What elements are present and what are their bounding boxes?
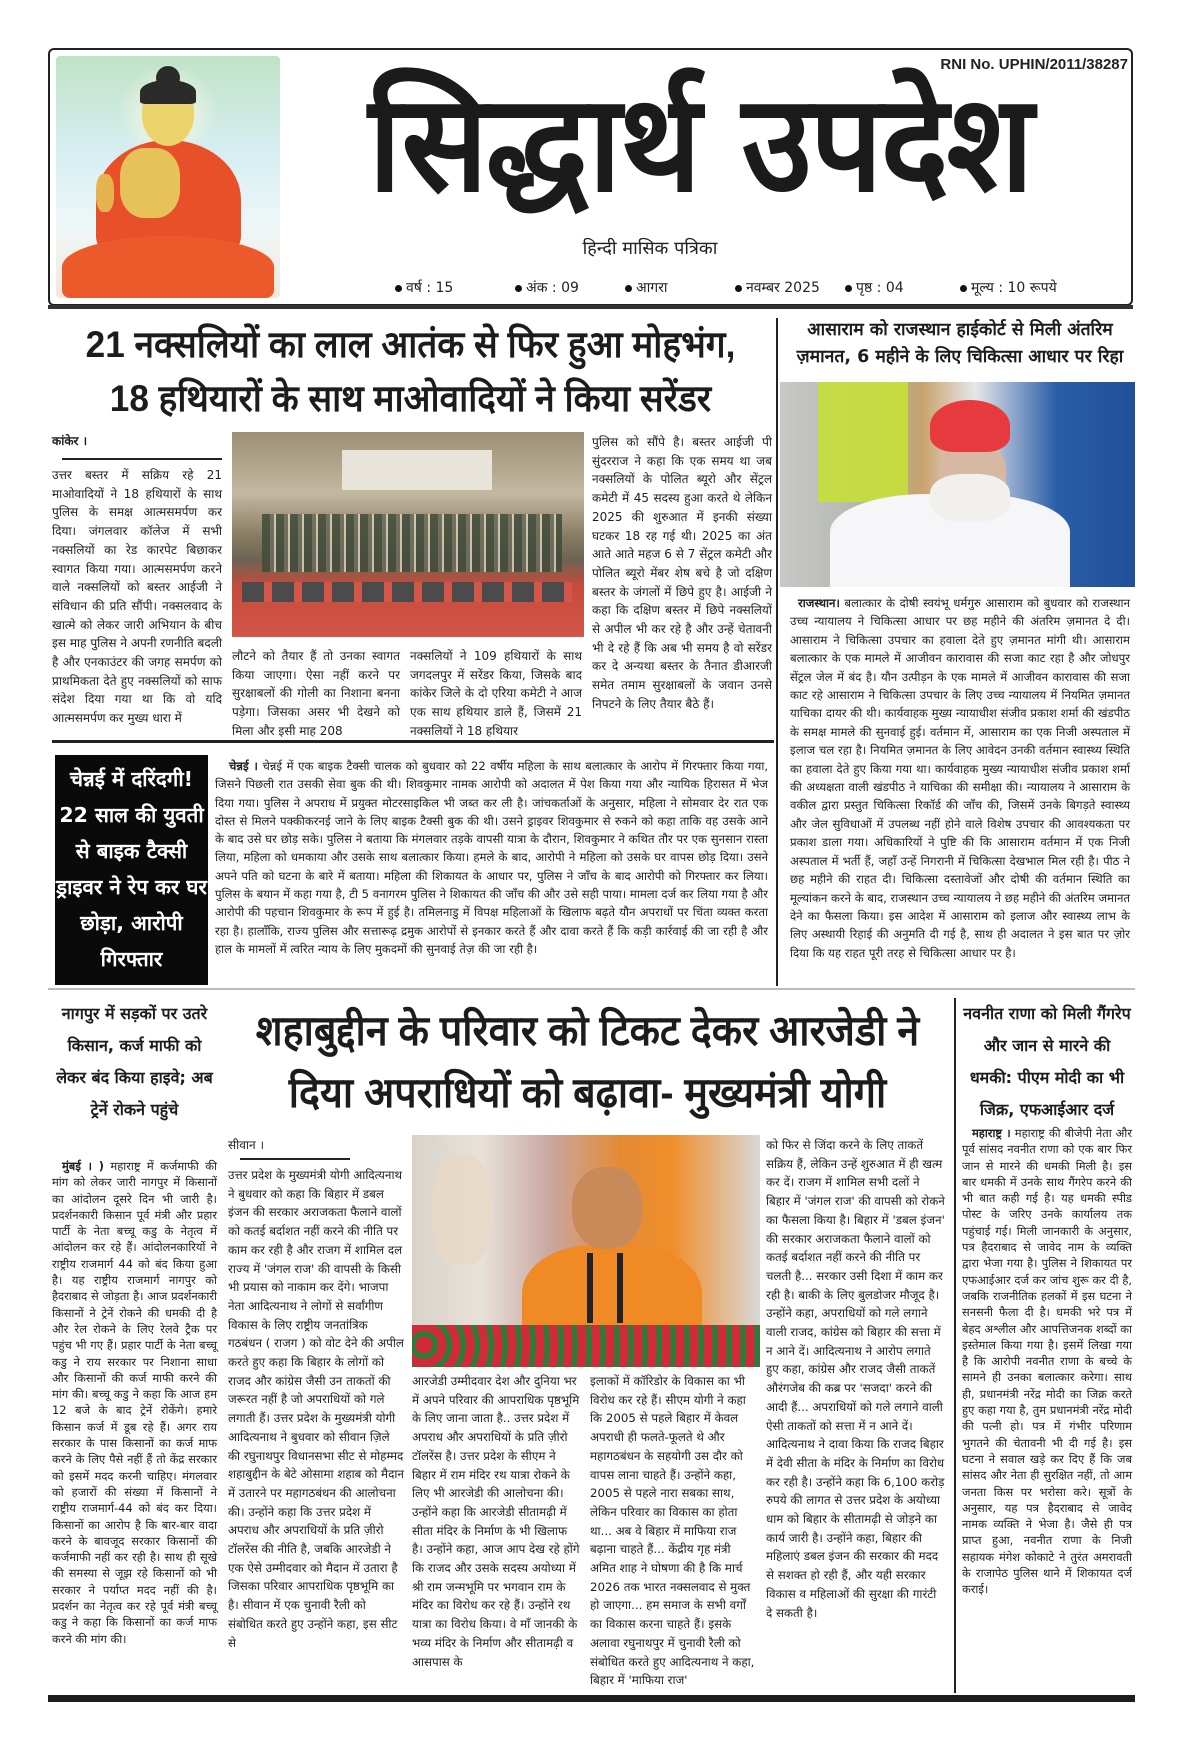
meta-price: मूल्य : 10 रूपये xyxy=(960,278,1057,297)
meta-city: आगरा xyxy=(625,278,668,297)
yogi-rally-photo xyxy=(412,1135,760,1367)
asaram-photo xyxy=(780,382,1135,587)
section-divider xyxy=(52,740,774,743)
chennai-body: चेन्नई । चेन्नई में एक बाइक टैक्सी चालक को बुधवार को 22 वर्षीय महिला के साथ बलात्कार के आरोप में गिरफ्तार किया गया, जिसने पिछली रात उसकी सेवा बुक की थी। शिवकुमार नामक आरोपी को अदालत में पेश किया गया और न्यायिक हिरासत में भेज दिया गया। पुलिस ने अपराध में प्रयुक्त मोटरसाइकिल भी जब्त कर ली है। जांचकर्ताओं के अनुसार, महिला ने सोमवार देर रात एक दोस्त से मिलने पक्कीकरनई जाने के लिए बाइक टैक्सी बुक की थी। उसने ड्राइवर शिवकुमार से रुकने को कहा ताकि वह उसके आने के बाद उसे घर छोड़ सके। पुलिस ने बताया कि मंगलवार तड़के वापसी यात्रा के दौरान, शिवकुमार ने कथित तौर पर एक सुनसान रास्ता लिया, महिला को धमकाया और उसके साथ बलात्कार किया। हमले के बाद, आरोपी ने महिला को उसके घर वापस छोड़ दिया। उसने अपने पति को घटना के बारे में बताया। महिला की शिकायत के आधार पर, पुलिस ने जाँच के बाद आरोपी को गिरफ्तार कर लिया। पुलिस के बयान में कहा गया है, टी 5 वनागरम पुलिस ने शिकायत की जाँच की और उसे सही पाया। मामला दर्ज कर लिया गया है और आरोपी की पहचान शिवकुमार के रूप में हुई है। तमिलनाडु में विपक्ष महिलाओं के खिलाफ बढ़ते यौन अपराधों पर चिंता व्यक्त करता रहा है। हालाँकि, राज्य पुलिस और सत्तारूढ़ द्रमुक आरोपों से इनकार करते हैं और दावा करते हैं कि कड़ी कार्रवाई की जा रही है और हाल के मामलों में त्वरित न्याय के लिए मुकदमों की सुनवाई तेज़ की जा रही है। xyxy=(215,759,769,956)
yogi-headline: शहाबुद्दीन के परिवार को टिकट देकर आरजेडी ने दिया अपराधियों को बढ़ावा- मुख्यमंत्री योगी xyxy=(255,1007,920,1116)
yogi-dateline: सीवान । xyxy=(228,1138,265,1152)
bullet-icon xyxy=(515,285,522,292)
dateline-underline xyxy=(240,1158,350,1160)
yogi-col-4: को फिर से जिंदा करने के लिए ताकतें सक्रिय हैं, लेकिन उन्हें शुरुआत में ही खत्म कर दें। राजग में शामिल सभी दलों ने बिहार में 'जंगल राज' की वापसी को रोकने का फैसला किया है। बिहार में 'डबल इंजन' की सरकार अराजकता फैलाने वालों को कतई बर्दाशत नहीं करने की नीति पर चलती है... सरकार उसी दिशा में काम कर रही है। बाकी के लिए बुलडोजर मौजूद है। उन्होंने कहा, अपराधियों को गले लगाने वाली राजद, कांग्रेस को बिहार की सत्ता में न आने दें। आदित्यनाथ ने आरोप लगाते हुए कहा, कांग्रेस और राजद जैसी ताकतें औरंगजेब की कब्र पर 'सजदा' करने की आदी हैं... अपराधियों को गले लगाने वाली ऐसी ताकतों को सत्ता में न आने दें। आदित्यनाथ ने दावा किया कि राजद बिहार में देवी सीता के मंदिर के निर्माण का विरोध कर रही है। उन्होंने कहा कि 6,100 करोड़ रुपये की लागत से उत्तर प्रदेश के अयोध्या धाम को बिहार के सीतामढ़ी से जोड़ने का कार्य जारी है। उन्होंने कहा, बिहार की महिलाएं डबल इंजन की सरकार की मदद से सशक्त हो रही हैं, और यही सरकार विकास व महिलाओं की सुरक्षा की गारंटी दे सकती है। xyxy=(766,1138,945,1620)
meta-page: पृष्ठ : 04 xyxy=(845,278,904,297)
yogi-col-2: आरजेडी उम्मीदवार देश और दुनिया भर में अपने परिवार की आपराधिक पृष्ठभूमि के लिए जाना जाता है.. उत्तर प्रदेश में अपराध और अपराधियों के प्रति ज़ीरो टॉलरेंस है। उत्तर प्रदेश के सीएम ने बिहार में राम मंदिर रथ यात्रा रोकने के लिए भी आरजेडी की आलोचना की। उन्होंने कहा कि आरजेडी सीतामढ़ी में सीता मंदिर के निर्माण के भी खिलाफ है। उन्होंने कहा, आज आप देख रहे होंगे कि राजद और उसके सदस्य अयोध्या में श्री राम जन्मभूमि पर भगवान राम के मंदिर का विरोध कर रहे हैं। उन्होंने रथ यात्रा का विरोध किया। वे माँ जानकी के भव्य मंदिर के निर्माण और सीतामढ़ी व आसपास के xyxy=(412,1374,580,1669)
nagpur-body: मुंबई । ) महाराष्ट्र में कर्जमाफी की मांग को लेकर जारी नागपुर में किसानों का आंदोलन दूसरे दिन भी जारी है। प्रदर्शनकारी किसान पूर्व मंत्री और प्रहार पार्टी के नेता बच्चू कडु के नेतृत्व में आंदोलन कर रहे हैं। आंदोलनकारियों ने राष्ट्रीय राजमार्ग 44 को बंद किया हुआ है। यह राष्ट्रीय राजमार्ग नागपुर को हैदराबाद से जोड़ता है। आज प्रदर्शनकारी किसानों ने ट्रेनें रोकने की धमकी दी है और रेल रोकने के लिए रेलवे ट्रैक पर पहुंच भी गए हैं। प्रहार पार्टी के नेता बच्चू कडु ने राय सरकार पर निशाना साधा और किसानों की कर्ज माफी करने की मांग की। बच्चू कडु ने कहा कि आज हम 12 बजे के बाद ट्रेनें रोकेंगे। हमारे किसान कर्ज में डूब रहे हैं। अगर राय सरकार के पास किसानों का कर्ज माफ करने के लिए पैसे नहीं हैं तो केंद्र सरकार को इसमें मदद करनी चाहिए। मंगलवार को हजारों की संख्या में किसानों ने राष्ट्रीय राजमार्ग-44 को बंद कर दिया। किसानों का आरोप है कि बार-बार वादा करने के बावजूद सरकार किसानों की कर्जमाफी नहीं कर रही है। साथ ही सूखे की समस्या से जूझ रहे किसानों को भी सरकार ने पर्याप्त मदद नहीं की है। प्रदर्शन का नेतृत्व कर रहे पूर्व मंत्री बच्चू कडु ने कहा कि किसानों का कर्ज माफ करने की मांग की। xyxy=(52,1159,217,1646)
navneet-headline: नवनीत राणा को मिली गैंगरेप और जान से मारने की धमकी: पीएम मोदी का भी जिक्र, एफआईआर दर्ज xyxy=(963,1004,1131,1119)
bullet-icon xyxy=(625,285,632,292)
bullet-icon xyxy=(960,285,967,292)
asaram-headline: आसाराम को राजस्थान हाईकोर्ट से मिली अंतरिम ज़मानत, 6 महीने के लिए चिकित्सा आधार पर रिहा xyxy=(796,320,1124,367)
buddha-image xyxy=(56,56,280,298)
naxal-col-3: नक्सलियों ने 109 हथियारों के साथ जगदलपुर में सरेंडर किया, जिसके बाद कांकेर जिले के दो एरिया कमेटी ने आज एक साथ हथियार डाले हैं, जिसमें 21 नक्सलियों ने 18 हथियार xyxy=(410,649,582,738)
naxal-col-2: लौटने को तैयार हैं तो उनका स्वागत किया जाएगा। ऐसा नहीं करने पर सुरक्षाबलों की गोली का निशाना बनना पड़ेगा। जिसका असर भी देखने को मिला और इसी माह 208 xyxy=(232,649,400,738)
rni-number: RNI No. UPHIN/2011/38287 xyxy=(940,56,1128,73)
navneet-body: महाराष्ट्र । महाराष्ट्र की बीजेपी नेता और पूर्व सांसद नवनीत राणा को एक बार फिर जान से मारने की धमकी मिली है। इस बार धमकी में उनके साथ गैंगरेप करने की भी बात कही गई है। यह धमकी स्पीड पोस्ट के जरिए उनके कार्यालय तक पहुंचाई गई। मिली जानकारी के अनुसार, पत्र हैदराबाद से जावेद नाम के व्यक्ति द्वारा भेजा गया है। पुलिस ने शिकायत पर एफआईआर दर्ज कर जांच शुरू कर दी है, जबकि राजनीतिक हलकों में इस घटना ने सनसनी फैला दी है। धमकी भरे पत्र में बेहद अश्लील और आपत्तिजनक शब्दों का इस्तेमाल किया गया है। इसमें लिखा गया है कि आरोपी नवनीत राणा के बच्चे के सामने ही उनका बलात्कार करेगा। साथ ही, प्रधानमंत्री नरेंद्र मोदी का जिक्र करते हुए कहा गया है, तुम प्रधानमंत्री नरेंद्र मोदी की पत्नी हो। पत्र में गंभीर परिणाम भुगतने की चेतावनी भी दी गई है। इस घटना ने सवाल खड़े कर दिए हैं कि जब सांसद और नेता ही सुरक्षित नहीं, तो आम जनता किस पर भरोसा करे। सूत्रों के अनुसार, यह पत्र हैदराबाद से जावेद नामक व्यक्ति ने भेजा है। जैसे ही पत्र प्राप्त हुआ, नवनीत राणा के निजी सहायक मंगेश कोकाटे ने तुरंत अमरावती के राजापेठ पुलिस थाने में शिकायत दर्ज कराई। xyxy=(962,1126,1132,1597)
section-divider xyxy=(48,988,1135,990)
page-bottom-rule xyxy=(48,1695,1135,1702)
bullet-icon xyxy=(735,285,742,292)
column-divider xyxy=(776,318,778,986)
naxal-dateline: कांकेर । xyxy=(52,434,88,448)
bullet-icon xyxy=(845,285,852,292)
bullet-icon xyxy=(395,285,402,292)
issue-meta-bar xyxy=(395,276,1115,300)
meta-date: नवम्बर 2025 xyxy=(735,278,820,297)
masthead-divider xyxy=(48,305,1133,309)
naxal-col-1: उत्तर बस्तर में सक्रिय रहे 21 माओवादियों ने 18 हथियारों के साथ पुलिस के समक्ष आत्मसमर्पण कर दिया। जंगलवार कॉलेज में सभी नक्सलियों का रेड कारपेट बिछाकर स्वागत किया गया। आत्मसमर्पण करने वाले नक्सलियों को बस्तर आईजी ने संविधान की प्रति सौंपी। नक्सलवाद के खात्मे को लेकर जारी अभियान के बीच इस माह पुलिस ने अपनी रणनीति बदली है और एनकाउंटर की जगह समर्पण को प्राथमिकता देते हुए नक्सलियों को साफ संदेश दिया गया था कि वो यदि आत्मसमर्पण कर मुख्य धारा में xyxy=(52,468,222,726)
naxal-col-4: पुलिस को सौंपे है। बस्तर आईजी पी सुंदरराज ने कहा कि एक समय था जब नक्सलियों के पोलित ब्यूरो और सेंट्रल कमेटी में 45 सदस्य हुआ करते थे लेकिन 2025 की शुरुआत में इनकी संख्या घटकर 18 रह गई थी। 2025 का अंत आते आते महज 6 से 7 सेंट्रल कमेटी और पोलित ब्यूरो मेंबर शेष बचे है जो दक्षिण बस्तर के जंगलों में छिपे हुए है। आईजी ने कहा कि दक्षिण बस्तर में छिपे नक्सलियों से अपील भी कर रहे है और उन्हें चेतावनी भी दे रहे हैं कि अब भी समय है वो सरेंडर कर दे अन्यथा बस्तर के तैनात डीआरजी समेत तमाम सुरक्षाबलों के जवान उनसे निपटने के लिए तैयार बैठे हैं। xyxy=(592,435,772,711)
meta-year: वर्ष : 15 xyxy=(395,278,453,297)
column-divider xyxy=(954,998,956,1693)
yogi-col-1: उत्तर प्रदेश के मुख्यमंत्री योगी आदित्यनाथ ने बुधवार को कहा कि बिहार में डबल इंजन की सरकार अराजकता फैलाने वालों को कतई बर्दाशत नहीं करने की नीति पर काम कर रही है और राजग में शामिल दल राज्य में 'जंगल राज' की वापसी के किसी भी प्रयास को नाकाम कर देंगे। भाजपा नेता आदित्यनाथ ने लोगों से सर्वांगीण विकास के लिए राष्ट्रीय जनतांत्रिक गठबंधन ( राजग ) को वोट देने की अपील करते हुए कहा कि बिहार के लोगों को राजद और कांग्रेस जैसी उन ताकतों की जरूरत नहीं है जो अपराधियों को गले लगाती हैं। उत्तर प्रदेश के मुख्यमंत्री योगी आदित्यनाथ ने बुधवार को सीवान ज़िले की रघुनाथपुर विधानसभा सीट से मोहम्मद शहाबुद्दीन के बेटे ओसामा शहाब को मैदान में उतारने पर महागठबंधन की आलोचना की। उन्होंने कहा कि उत्तर प्रदेश में अपराध और अपराधियों के प्रति ज़ीरो टॉलरेंस की नीति है, जबकि आरजेडी ने एक ऐसे उम्मीदवार को मैदान में उतारा है जिसका परिवार आपराधिक पृष्ठभूमि का है। सीवान में एक चुनावी रैली को संबोधित करते हुए उन्होंने कहा, इस सीट से xyxy=(228,1168,404,1650)
meta-issue: अंक : 09 xyxy=(515,278,579,297)
naxal-headline: 21 नक्सलियों का लाल आतंक से फिर हुआ मोहभंग, 18 हथियारों के साथ माओवादियों ने किया सरेंडर xyxy=(85,324,736,419)
newspaper-title: सिद्धार्थ उपदेश xyxy=(368,66,1032,223)
naxal-surrender-photo xyxy=(232,432,584,637)
asaram-body: राजस्थान। बलात्कार के दोषी स्वयंभू धर्मगुरु आसाराम को बुधवार को राजस्थान उच्च न्यायालय ने चिकित्सा आधार पर छह महीने की अंतरिम ज़मानत दे दी। आसाराम ने चिकित्सा उपचार का हवाला देते हुए ज़मानत मांगी थी। आसाराम बलात्कार के एक मामले में आजीवन कारावास की सजा काट रहा है और जोधपुर सेंट्रल जेल में बंद है। यौन उत्पीड़न के एक मामले में आजीवन कारावास की सजा काट रहे आसाराम ने चिकित्सा उपचार के लिए उच्च न्यायालय में नियमित ज़मानत याचिका दायर की थी। कार्यवाहक मुख्य न्यायाधीश संजीव प्रकाश शर्मा की खंडपीठ के समक्ष मामले की सुनवाई हुई। वर्तमान में, आसाराम का एक निजी अस्पताल में इलाज चल रहा है। नियमित ज़मानत के लिए आवेदन उनकी वर्तमान स्वास्थ्य स्थिति का हवाला देते हुए किया गया था। कार्यवाहक मुख्य न्यायाधीश संजीव प्रकाश शर्मा की अध्यक्षता वाली खंडपीठ ने याचिका की समीक्षा की। न्यायालय ने आसाराम के वकील द्वारा प्रस्तुत चिकित्सा रिकॉर्ड की जाँच की, जिसमें उनके बिगड़ते स्वास्थ्य और जेल सुविधाओं में उपलब्ध नहीं होने वाले विशेष उपचार की आवश्यकता पर प्रकाश डाला गया। अधिकारियों ने पुष्टि की कि आसाराम वर्तमान में एक निजी अस्पताल में भर्ती हैं, जहाँ उन्हें निगरानी में चिकित्सा देखभाल मिल रही है। पीठ ने छह महीने की राहत दी। चिकित्सा दस्तावेजों और दोषी की वर्तमान स्थिति का मूल्यांकन करने के बाद, राजस्थान उच्च न्यायालय ने छह महीने की अंतरिम जमानत देने का फैसला किया। इस आदेश में आसाराम को इलाज और स्वास्थ्य लाभ के लिए अस्थायी रिहाई की अनुमति दी गई है, साथ ही अदालत ने इस बात पर ज़ोर दिया कि यह राहत पूरी तरह से चिकित्सा आधार पर है। xyxy=(790,596,1130,960)
chennai-headline-box: चेन्नई में दरिंदगी! 22 साल की युवती से बाइक टैक्सी ड्राइवर ने रेप कर घर छोड़ा, आरोपी गिरफ्तार xyxy=(55,755,208,985)
newspaper-subtitle: हिन्दी मासिक पत्रिका xyxy=(582,238,718,259)
yogi-col-3: इलाकों में कॉरिडोर के विकास का भी विरोध कर रहे हैं। सीएम योगी ने कहा कि 2005 से पहले बिहार में केवल अपराधी ही फलते-फूलते थे और महागठबंधन के सहयोगी उस दौर को वापस लाना चाहते हैं। उन्होंने कहा, 2005 से पहले नारा सबका साथ, लेकिन परिवार का विकास का होता था... अब वे बिहार में माफिया राज बढ़ाना चाहते हैं... केंद्रीय गृह मंत्री अमित शाह ने घोषणा की है कि मार्च 2026 तक भारत नक्सलवाद से मुक्त हो जाएगा... हम समाज के सभी वर्गों का विकास करना चाहते हैं। इसके अलावा रघुनाथपुर में चुनावी रैली को संबोधित करते हुए आदित्यनाथ ने कहा, बिहार में 'माफिया राज' xyxy=(590,1374,755,1688)
dateline-underline xyxy=(62,458,222,460)
nagpur-headline: नागपुर में सड़कों पर उतरे किसान, कर्ज माफी को लेकर बंद किया हाइवे; अब ट्रेनें रोकने पहुंचे xyxy=(56,1004,213,1119)
